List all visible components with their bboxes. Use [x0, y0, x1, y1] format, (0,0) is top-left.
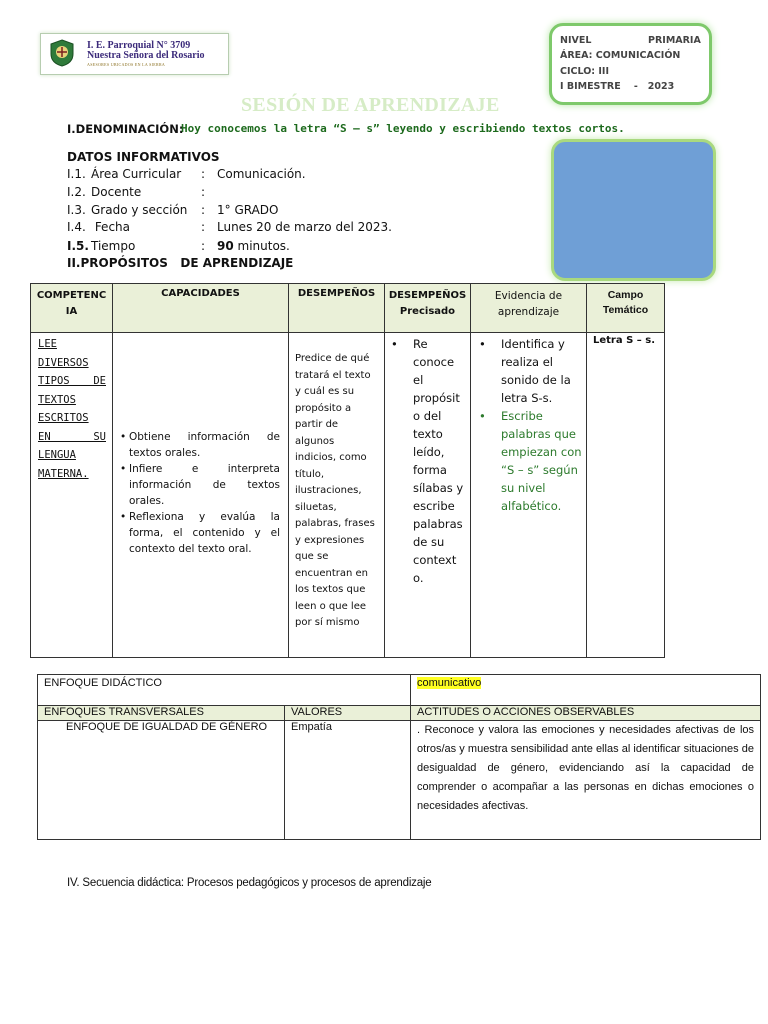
nivel-value: PRIMARIA	[648, 35, 701, 46]
enfoque-didactico-label: ENFOQUE DIDÁCTICO	[38, 675, 411, 706]
table-header-row	[38, 706, 761, 721]
actitud-observable: . Reconoce y valora las emociones y necesidades afectivas de los otros/as y muestra sensibilidad ante ellas al identificar situaciones de desigualdad de género, evidenciando así la capacidad de comprender o acompañar a las personas en dichas emociones o necesidades afectivas.	[411, 721, 761, 840]
header-evidencia: Evidencia de aprendizaje	[471, 284, 587, 333]
bimestre-label: I BIMESTRE - 2023	[560, 81, 675, 92]
school-crest-icon	[49, 39, 75, 67]
denominacion-label: I.DENOMINACIÓN:	[67, 122, 184, 136]
dato-num: I.3.	[67, 203, 86, 217]
propositos-heading: II.PROPÓSITOS DE APRENDIZAJE	[67, 256, 294, 270]
table-row	[38, 675, 761, 706]
list-item: • Obtiene información de textos orales.	[120, 429, 280, 461]
header-enfoques-transversales: ENFOQUES TRANSVERSALES	[38, 706, 285, 721]
header-actitudes: ACTITUDES O ACCIONES OBSERVABLES	[411, 706, 761, 721]
dato-value	[217, 239, 290, 253]
denominacion-value: Hoy conocemos la letra “S – s” leyendo y escribiendo textos cortos.	[181, 122, 625, 135]
datos-heading: DATOS INFORMATIVOS	[67, 150, 220, 164]
bullet-icon: •	[391, 337, 398, 351]
dato-sep: :	[201, 239, 206, 253]
tiempo-unit: minutos.	[233, 239, 290, 253]
dato-label: Tiempo	[91, 239, 136, 253]
dato-num: I.5.	[67, 239, 89, 253]
dato-sep: :	[201, 220, 206, 234]
list-item: • Escribe palabras que empiezan con “S – s” según su nivel alfabético.	[477, 407, 585, 515]
enfoque-didactico-value-cell	[411, 675, 761, 706]
valor: Empatía	[285, 721, 411, 840]
dato-sep: :	[201, 203, 206, 217]
list-item: • Identifica y realiza el sonido de la letra S-s.	[477, 335, 585, 407]
dato-value: Lunes 20 de marzo del 2023.	[217, 220, 392, 234]
school-logo	[40, 33, 229, 75]
dato-num: I.4.	[67, 220, 86, 234]
desempenos-text: Predice de qué tratará el texto y cuál es su propósito a partir de algunos indicios, como título, ilustraciones, siluetas, palabras, frases y expresiones que se encuentran en los textos que leen o que lee por sí mismo	[295, 353, 375, 628]
competencia-text: LEE DIVERSOS TIPOS DE TEXTOS ESCRITOS EN SU LENGUA MATERNA.	[38, 338, 106, 480]
dato-label: Grado y sección	[91, 203, 188, 217]
header-capacidades: CAPACIDADES	[113, 284, 289, 333]
dato-sep: :	[201, 185, 206, 199]
page-title: SESIÓN DE APRENDIZAJE	[241, 94, 500, 116]
precisado-text: Re conoce el propósit o del texto leído, forma sílabas y escribe palabras de su context o.	[413, 337, 464, 585]
area-label: ÁREA: COMUNICACIÓN	[560, 50, 681, 61]
table-row	[38, 721, 761, 840]
photo-placeholder	[551, 139, 716, 281]
dato-sep: :	[201, 167, 206, 181]
nivel-label: NIVEL	[560, 35, 592, 46]
enfoques-table	[37, 674, 761, 840]
header-competencia: COMPETENC IA	[31, 284, 113, 333]
header-desempenos-precisado: DESEMPEÑOS Precisado	[385, 284, 471, 333]
dato-value: 1° GRADO	[217, 203, 279, 217]
enfoque-transversal: ENFOQUE DE IGUALDAD DE GÉNERO	[38, 721, 285, 840]
propositos-table	[30, 283, 665, 658]
level-info-box	[549, 23, 712, 105]
campo-tematico-text: Letra S – s.	[593, 335, 656, 346]
capacidades-list	[120, 429, 280, 557]
header-valores: VALORES	[285, 706, 411, 721]
dato-label: Área Curricular	[91, 167, 182, 181]
header-campo-tematico: Campo Temático	[587, 284, 665, 333]
dato-label: Fecha	[91, 220, 130, 234]
logo-school-number: I. E. Parroquial N° 3709	[87, 40, 191, 51]
tiempo-value-bold: 90	[217, 239, 234, 253]
logo-motto: ASESORES UBICADOS EN LA SIERRA	[87, 62, 166, 67]
dato-num: I.1.	[67, 167, 86, 181]
evidencias-list	[477, 335, 585, 515]
enfoque-didactico-value: comunicativo	[417, 677, 482, 689]
dato-num: I.2.	[67, 185, 86, 199]
desempeno-precisado	[391, 335, 467, 587]
logo-school-name: Nuestra Señora del Rosario	[87, 50, 205, 61]
dato-label: Docente	[91, 185, 142, 199]
list-item: • Infiere e interpreta información de textos orales.	[120, 461, 280, 509]
table-header-row	[31, 284, 665, 333]
list-item: • Reflexiona y evalúa la forma, el contenido y el contexto del texto oral.	[120, 509, 280, 557]
table-row	[31, 333, 665, 658]
header-desempenos: DESEMPEÑOS	[289, 284, 385, 333]
ciclo-label: CICLO: III	[560, 66, 609, 77]
dato-value: Comunicación.	[217, 167, 306, 181]
secuencia-heading: IV. Secuencia didáctica: Procesos pedagógicos y procesos de aprendizaje	[67, 877, 432, 889]
